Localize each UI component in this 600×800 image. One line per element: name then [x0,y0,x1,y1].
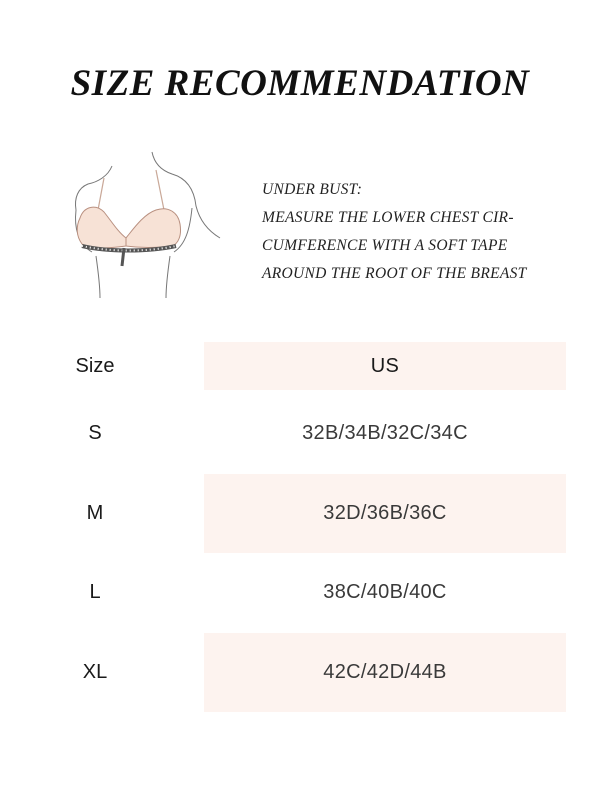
us-cell: 42C/42D/44B [204,633,566,712]
us-cell: 32B/34B/32C/34C [302,422,468,444]
note-line: MEASURE THE LOWER CHEST CIR- [262,209,514,226]
table-header [0,342,600,390]
size-header: Size [75,354,115,377]
page-title: SIZE RECOMMENDATION [70,63,530,104]
bra-measurement-illustration [68,148,228,303]
us-cell: 32D/36B/36C [204,474,566,553]
size-cell: M [86,502,104,524]
note-line: CUMFERENCE WITH A SOFT TAPE [262,237,508,254]
table-row [0,553,600,632]
table-row [0,394,600,473]
size-cell: XL [82,661,108,683]
size-cell: S [88,422,102,444]
measurement-instructions [262,176,527,288]
note-line: AROUND THE ROOT OF THE BREAST [262,265,527,282]
size-cell: L [89,581,101,603]
note-line: UNDER BUST: [262,181,363,198]
table-row [0,474,600,553]
us-cell: 38C/40B/40C [323,581,447,603]
table-row [0,633,600,712]
us-header: US [204,342,566,390]
